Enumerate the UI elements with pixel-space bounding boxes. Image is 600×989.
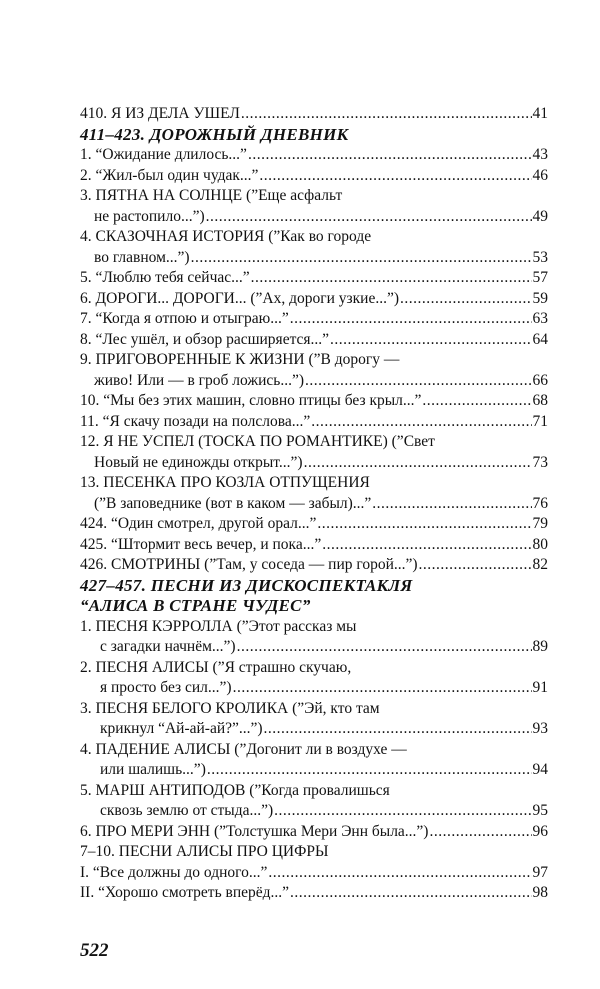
toc-page-number: 66	[532, 371, 548, 389]
toc-section-heading	[80, 576, 548, 597]
toc-entry	[80, 104, 548, 125]
toc-entry	[80, 494, 548, 515]
toc-entry-title: не растопило...”)	[94, 207, 205, 225]
toc-page-number: 80	[532, 535, 548, 553]
toc-entry-title: 7–10. ПЕСНИ АЛИСЫ ПРО ЦИФРЫ	[80, 843, 329, 860]
dot-leader	[317, 514, 531, 535]
toc-entry-title: 10. “Мы без этих машин, словно птицы без крыл...”	[80, 392, 422, 409]
toc-entry-title: я просто без сил...”)	[100, 679, 232, 696]
toc-entry-title: 4. СКАЗОЧНАЯ ИСТОРИЯ (”Как во городе	[80, 228, 372, 245]
toc-entry	[80, 883, 548, 904]
toc-page-number: 43	[532, 146, 548, 163]
toc-entry	[80, 412, 548, 433]
toc-entry	[80, 166, 548, 187]
toc-entry-title: крикнул “Ай-ай-ай?”...”)	[100, 720, 263, 737]
dot-leader	[322, 535, 531, 556]
toc-entry	[80, 760, 548, 781]
dot-leader	[251, 268, 532, 289]
toc-entry	[80, 781, 548, 802]
toc-entry	[80, 268, 548, 289]
toc-entry-title: I. “Все должны до одного...”	[80, 863, 268, 881]
toc-section-heading	[80, 125, 548, 146]
toc-page-number: 71	[532, 412, 548, 430]
toc-entry-title: 410. Я ИЗ ДЕЛА УШЕЛ	[80, 105, 240, 122]
toc-entry	[80, 678, 548, 699]
toc-entry-title: 427–457. ПЕСНИ ИЗ ДИСКОСПЕКТАКЛЯ	[80, 575, 413, 595]
dot-leader	[372, 494, 531, 515]
toc-entry-title: 12. Я НЕ УСПЕЛ (ТОСКА ПО РОМАНТИКЕ) (”Свет	[80, 433, 435, 450]
toc-entry	[80, 227, 548, 248]
toc-page-number: 95	[532, 802, 548, 819]
toc-entry	[80, 473, 548, 494]
dot-leader	[419, 555, 532, 576]
toc-page-number: 97	[532, 863, 548, 881]
toc-page-number: 68	[532, 392, 548, 409]
toc-entry-title: 5. “Люблю тебя сейчас...”	[80, 269, 250, 286]
toc-entry-title: живо! Или — в гроб ложись...”)	[94, 371, 305, 389]
toc-entry-title: 424. “Один смотрел, другой орал...”	[80, 515, 317, 532]
toc-entry-title: 426. СМОТРИНЫ (”Там, у соседа — пир горой...”)	[80, 556, 418, 573]
toc-entry-title: Новый не единожды открыт...”)	[94, 453, 303, 471]
dot-leader	[264, 719, 532, 740]
toc-entry	[80, 350, 548, 371]
toc-entry	[80, 289, 548, 310]
toc-entry	[80, 186, 548, 207]
toc-section-heading	[80, 596, 548, 617]
dot-leader	[241, 104, 532, 125]
toc-page-number: 63	[532, 310, 548, 327]
toc-page-number: 59	[532, 289, 548, 307]
toc-page-number: 41	[532, 105, 548, 122]
toc-entry-title: 1. “Ожидание длилось...”	[80, 146, 247, 163]
page-number: 522	[80, 940, 109, 961]
toc-page-number: 91	[532, 679, 548, 696]
toc-page-number: 76	[532, 494, 548, 512]
toc-page-number: 46	[532, 166, 548, 184]
toc-entry-title: во главном...”)	[94, 248, 190, 266]
toc-page-number: 49	[532, 207, 548, 225]
toc-entry-title: 13. ПЕСЕНКА ПРО КОЗЛА ОТПУЩЕНИЯ	[80, 474, 370, 491]
toc-page-number: 82	[532, 556, 548, 573]
toc-entry	[80, 617, 548, 638]
toc-page-number: 96	[532, 822, 548, 840]
toc-entry	[80, 719, 548, 740]
toc-entry-title: 6. ПРО МЕРИ ЭНН (”Толстушка Мери Энн была...”)	[80, 822, 429, 840]
toc-entry	[80, 658, 548, 679]
dot-leader	[233, 678, 532, 699]
toc-entry-title: 4. ПАДЕНИЕ АЛИСЫ (”Догонит ли в воздухе —	[80, 740, 407, 758]
toc-entry	[80, 863, 548, 884]
toc-entry	[80, 432, 548, 453]
toc-page-number: 93	[532, 720, 548, 737]
toc-entry-title: “АЛИСА В СТРАНЕ ЧУДЕС”	[80, 596, 311, 615]
toc-entry-title: 8. “Лес ушёл, и обзор расширяется...”	[80, 330, 330, 348]
toc-entry-title: сквозь землю от стыда...”)	[100, 802, 274, 819]
toc-entry-title: II. “Хорошо смотреть вперёд...”	[80, 884, 290, 901]
toc-page-number: 94	[532, 761, 548, 778]
toc-page-number: 89	[532, 638, 548, 655]
toc-entry-title: 2. “Жил-был один чудак...”	[80, 166, 259, 184]
toc-entry-title: 11. “Я скачу позади на полслова...”	[80, 412, 311, 430]
toc-entry-title: 3. ПЕСНЯ БЕЛОГО КРОЛИКА (”Эй, кто там	[80, 699, 380, 717]
dot-leader	[206, 207, 532, 228]
dot-leader	[429, 822, 531, 843]
toc-entry-title: 425. “Штормит весь вечер, и пока...”	[80, 535, 322, 553]
dot-leader	[290, 883, 531, 904]
dot-leader	[311, 412, 531, 433]
toc-entry-title: с загадки начнём...”)	[100, 638, 236, 655]
dot-leader	[207, 760, 532, 781]
toc-entry-title: 411–423. ДОРОЖНЫЙ ДНЕВНИК	[80, 124, 349, 144]
toc-page-number: 57	[532, 269, 548, 286]
toc-entry	[80, 309, 548, 330]
toc-entry	[80, 842, 548, 863]
dot-leader	[400, 289, 532, 310]
toc-entry-title: или шалишь...”)	[100, 761, 206, 778]
toc-page-number: 98	[532, 884, 548, 901]
toc-entry	[80, 207, 548, 228]
table-of-contents	[80, 104, 548, 904]
dot-leader	[259, 166, 531, 187]
dot-leader	[268, 863, 531, 884]
toc-entry-title: 7. “Когда я отпою и отыграю...”	[80, 310, 289, 327]
dot-leader	[304, 453, 532, 474]
dot-leader	[290, 309, 532, 330]
toc-entry	[80, 371, 548, 392]
toc-entry	[80, 391, 548, 412]
toc-entry	[80, 740, 548, 761]
toc-page-number: 64	[532, 330, 548, 348]
toc-entry-title: 9. ПРИГОВОРЕННЫЕ К ЖИЗНИ (”В дорогу —	[80, 351, 400, 368]
toc-entry	[80, 535, 548, 556]
toc-entry	[80, 555, 548, 576]
toc-entry-title: 5. МАРШ АНТИПОДОВ (”Когда провалишься	[80, 781, 390, 799]
dot-leader	[330, 330, 531, 351]
dot-leader	[248, 145, 532, 166]
toc-entry-title: 6. ДОРОГИ... ДОРОГИ... (”Ах, дороги узкие...”)	[80, 289, 399, 307]
toc-entry	[80, 330, 548, 351]
toc-entry	[80, 637, 548, 658]
toc-entry	[80, 822, 548, 843]
toc-page-number: 79	[532, 515, 548, 532]
toc-entry	[80, 514, 548, 535]
toc-entry	[80, 453, 548, 474]
toc-entry	[80, 145, 548, 166]
dot-leader	[274, 801, 531, 822]
dot-leader	[305, 371, 531, 392]
toc-page-number: 53	[532, 248, 548, 266]
toc-entry	[80, 248, 548, 269]
toc-entry	[80, 801, 548, 822]
toc-entry-title: 3. ПЯТНА НА СОЛНЦЕ (”Еще асфальт	[80, 187, 343, 204]
dot-leader	[422, 391, 531, 412]
toc-entry	[80, 699, 548, 720]
toc-page-number: 73	[532, 453, 548, 471]
toc-entry-title: 2. ПЕСНЯ АЛИСЫ (”Я страшно скучаю,	[80, 658, 352, 676]
dot-leader	[237, 637, 532, 658]
toc-entry-title: 1. ПЕСНЯ КЭРРОЛЛА (”Этот рассказ мы	[80, 617, 357, 635]
dot-leader	[191, 248, 532, 269]
toc-entry-title: (”В заповеднике (вот в каком — забыл)...”	[94, 494, 372, 512]
